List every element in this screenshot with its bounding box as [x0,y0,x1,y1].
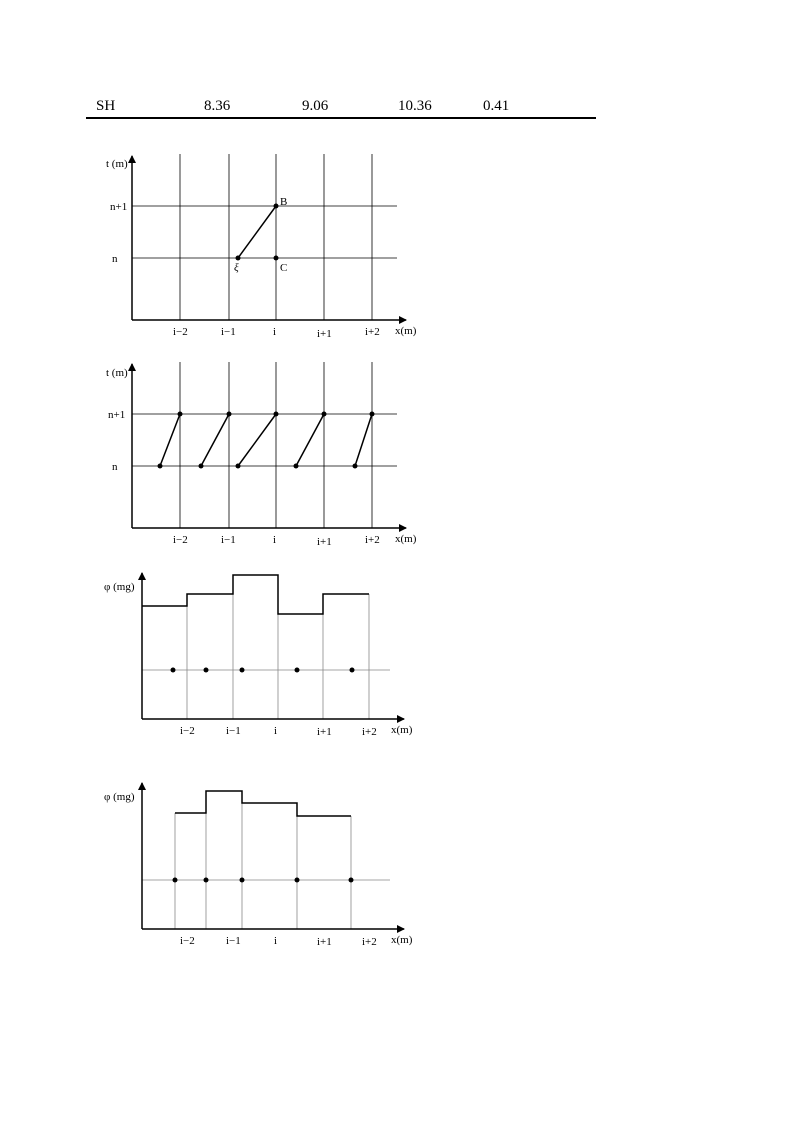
fig1-x-axis-label: x(m) [395,325,417,337]
fig3-x-tick: i+1 [317,726,332,738]
fig2-x-tick: i−2 [173,534,188,546]
fig3-x-tick: i [274,725,278,737]
fig3-x-tick: i+2 [362,726,377,738]
fig1-label-b: B [280,196,288,208]
table-cell: 8.36 [204,98,231,114]
fig3-x-tick: i−2 [180,725,195,737]
fig1-y-tick: n+1 [110,201,128,213]
fig1-characteristic-line [238,206,276,258]
fig2-characteristic-lines [160,414,372,466]
fig2-y-tick: n+1 [108,409,126,421]
table-cell: 10.36 [398,98,432,114]
fig1-point-c [274,256,279,261]
fig4-x-axis-label: x(m) [391,934,413,946]
fig4-cell-lines [142,791,390,929]
fig2-x-tick: i−1 [221,534,236,546]
fig2-x-axis-label: x(m) [395,533,417,545]
table-cell: 0.41 [483,98,510,114]
fig4-x-tick: i [274,935,278,947]
fig4-step-curve [175,791,351,816]
fig2-y-tick: n [112,461,118,473]
fig1-x-tick: i [273,326,277,338]
fig2-x-tick: i [273,534,277,546]
table-cell: 9.06 [302,98,329,114]
fig1-x-tick: i+1 [317,328,332,340]
fig1-y-tick: n [112,253,118,265]
fig4-x-tick: i+1 [317,936,332,948]
fig1-y-axis-label: t (m) [106,158,128,170]
fig2-grid [132,362,397,528]
figure-4-shifted-profile [104,783,413,948]
figure-2-characteristics [106,362,417,548]
fig1-x-tick: i−1 [221,326,236,338]
figure-1-characteristic [106,154,417,340]
fig3-x-tick: i−1 [226,725,241,737]
fig2-x-tick: i+1 [317,536,332,548]
fig1-point-b [274,204,279,209]
fig4-x-tick: i−2 [180,935,195,947]
fig2-points [158,412,375,469]
fig4-y-axis-label: φ (mg) [104,791,135,803]
figure-3-step-profile [104,573,413,738]
fig3-y-axis-label: φ (mg) [104,581,135,593]
fig2-y-axis-label: t (m) [106,367,128,379]
fig1-label-xi: ξ [234,262,239,274]
fig1-point-xi [236,256,241,261]
fig1-x-tick: i−2 [173,326,188,338]
row-label: SH [96,98,116,114]
fig3-step-curve [142,575,369,614]
fig1-grid [132,154,397,320]
fig1-label-c: C [280,262,288,274]
fig4-x-tick: i−1 [226,935,241,947]
fig3-cell-lines [142,575,390,719]
fig1-x-tick: i+2 [365,326,380,338]
fig2-x-tick: i+2 [365,534,380,546]
fig3-x-axis-label: x(m) [391,724,413,736]
fig4-x-tick: i+2 [362,936,377,948]
